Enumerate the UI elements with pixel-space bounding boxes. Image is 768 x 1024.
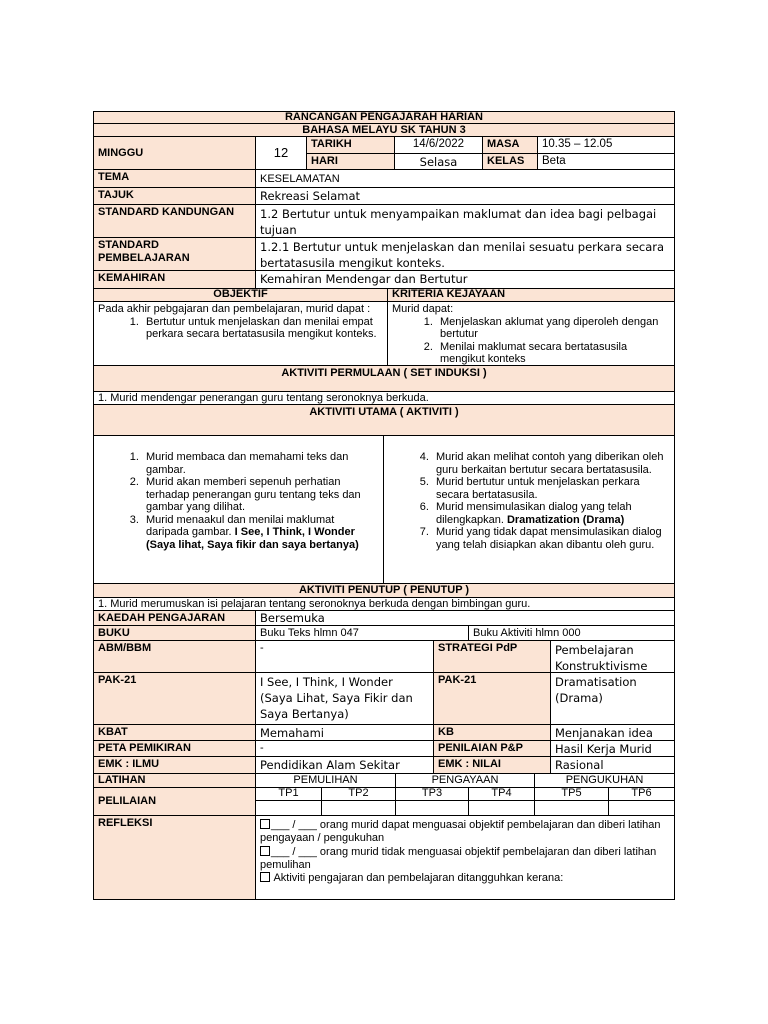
emk-nilai-value: Rasional — [550, 756, 675, 774]
refleksi-content — [255, 815, 675, 900]
utama-item: 6. Murid mensimulasikan dialog yang telah dilengkapkan. Dramatization (Drama) — [432, 501, 670, 526]
masa-label: MASA — [482, 136, 538, 154]
latihan-label: LATIHAN — [93, 773, 256, 788]
kemahiran-value: Kemahiran Mendengar dan Bertutur — [255, 270, 675, 289]
objektif-content — [93, 301, 388, 366]
minggu-label: MINGGU — [93, 136, 256, 170]
penutup-heading: AKTIVITI PENUTUP ( PENUTUP ) — [93, 583, 675, 598]
checkbox-icon[interactable] — [260, 872, 270, 882]
minggu-value: 12 — [255, 136, 307, 170]
penilaian-value: Hasil Kerja Murid — [550, 740, 675, 757]
utama-left — [93, 435, 384, 584]
emk-ilmu-label: EMK : ILMU — [93, 756, 256, 774]
utama-item: 1. Murid membaca dan memahami teks dan gambar. — [142, 451, 379, 476]
pelilaian-label: PELILAIAN — [93, 787, 256, 816]
tp-header: TP4 — [468, 787, 535, 801]
pak21-value: I See, I Think, I Wonder (Saya Lihat, Saya Fikir dan Saya Bertanya) — [255, 672, 434, 725]
buku-aktiviti: Buku Aktiviti hlmn 000 — [468, 625, 675, 641]
tp-cell[interactable] — [321, 800, 396, 816]
utama-item: 2. Murid akan memberi sepenuh perhatian terhadap penerangan guru tentang teks dan gambar yang dilihat. — [142, 476, 379, 514]
buku-label: BUKU — [93, 625, 256, 641]
tp-header: TP1 — [255, 787, 322, 801]
kaedah-label: KAEDAH PENGAJARAN — [93, 610, 256, 626]
tema-value: KESELAMATAN — [255, 169, 675, 188]
kbat-value: Memahami — [255, 724, 434, 741]
latihan-pengayaan: PENGAYAAN — [395, 773, 535, 788]
utama-right — [383, 435, 675, 584]
refleksi-line: ___ / ___ orang murid dapat menguasai objektif pembelajaran dan diberi latihan pengayaan / pengukuhan — [260, 819, 661, 844]
tp-cell[interactable] — [255, 800, 322, 816]
utama-item: 5. Murid bertutur untuk menjelaskan perkara secara bertatasusila. — [432, 476, 670, 501]
latihan-pengukuhan: PENGUKUHAN — [534, 773, 675, 788]
hari-value: Selasa — [394, 153, 483, 170]
pak21-value-2: Dramatisation (Drama) — [550, 672, 675, 725]
peta-value: - — [255, 740, 434, 757]
plan-subtitle: BAHASA MELAYU SK TAHUN 3 — [93, 123, 675, 137]
refleksi-label: REFLEKSI — [93, 815, 256, 900]
abm-label: ABM/BBM — [93, 640, 256, 673]
pak21-label-2: PAK-21 — [433, 672, 551, 725]
tarikh-label: TARIKH — [306, 136, 395, 154]
tarikh-value: 14/6/2022 — [394, 136, 483, 154]
checkbox-icon[interactable] — [260, 819, 270, 829]
standard-kandungan-label: STANDARD KANDUNGAN — [93, 204, 256, 238]
kriteria-content — [387, 301, 675, 366]
kriteria-heading: KRITERIA KEJAYAAN — [387, 288, 675, 302]
buku-teks: Buku Teks hlmn 047 — [255, 625, 469, 641]
kbat-label: KBAT — [93, 724, 256, 741]
kaedah-value: Bersemuka — [255, 610, 675, 626]
kemahiran-label: KEMAHIRAN — [93, 270, 256, 289]
refleksi-line: ___ / ___ orang murid tidak menguasai objektif pembelajaran dan diberi latihan pemulihan — [260, 846, 657, 871]
hari-label: HARI — [306, 153, 395, 170]
standard-kandungan-value: 1.2 Bertutur untuk menyampaikan maklumat dan idea bagi pelbagai tujuan — [255, 204, 675, 238]
objektif-heading: OBJEKTIF — [93, 288, 388, 302]
utama-heading: AKTIVITI UTAMA ( AKTIVITI ) — [93, 404, 675, 436]
kelas-label: KELAS — [482, 153, 538, 170]
latihan-pemulihan: PEMULIHAN — [255, 773, 396, 788]
emk-ilmu-value: Pendidikan Alam Sekitar — [255, 756, 434, 774]
kriteria-item: 1. Menjelaskan aklumat yang diperoleh dengan bertutur — [436, 316, 670, 341]
strategi-label: STRATEGI PdP — [433, 640, 551, 673]
refleksi-line: Aktiviti pengajaran dan pembelajaran ditangguhkan kerana: — [260, 872, 670, 885]
tp-header: TP6 — [608, 787, 675, 801]
kriteria-item: 2. Menilai maklumat secara bertatasusila mengikut konteks — [436, 341, 670, 366]
masa-value: 10.35 – 12.05 — [537, 136, 675, 154]
permulaan-heading: AKTIVITI PERMULAAN ( SET INDUKSI ) — [93, 365, 675, 392]
tp-header: TP2 — [321, 787, 396, 801]
objektif-intro: Pada akhir pebgajaran dan pembelajaran, murid dapat : — [98, 303, 371, 315]
tema-label: TEMA — [93, 169, 256, 188]
kelas-value: Beta — [537, 153, 675, 170]
kriteria-intro: Murid dapat: — [392, 303, 454, 315]
kb-label: KB — [433, 724, 551, 741]
tajuk-label: TAJUK — [93, 187, 256, 205]
lesson-plan-table — [93, 111, 675, 900]
tp-cell[interactable] — [395, 800, 469, 816]
utama-item: 3. Murid menaakul dan menilai maklumat daripada gambar. I See, I Think, I Wonder (Saya lihat, Saya fikir dan saya bertanya) — [142, 514, 379, 552]
emk-nilai-label: EMK : NILAI — [433, 756, 551, 774]
permulaan-text: 1. Murid mendengar penerangan guru tentang seronoknya berkuda. — [93, 391, 675, 405]
standard-pembelajaran-label: STANDARD PEMBELAJARAN — [93, 237, 256, 271]
tp-header: TP3 — [395, 787, 469, 801]
checkbox-icon[interactable] — [260, 846, 270, 856]
abm-value: - — [255, 640, 434, 673]
tp-cell[interactable] — [468, 800, 535, 816]
tp-cell[interactable] — [534, 800, 609, 816]
peta-label: PETA PEMIKIRAN — [93, 740, 256, 757]
plan-title: RANCANGAN PENGAJARAH HARIAN — [93, 111, 675, 124]
utama-item: 7. Murid yang tidak dapat mensimulasikan dialog yang telah disiapkan akan dibantu oleh guru. — [432, 526, 670, 551]
penilaian-label: PENILAIAN P&P — [433, 740, 551, 757]
kb-value: Menjanakan idea — [550, 724, 675, 741]
standard-pembelajaran-value: 1.2.1 Bertutur untuk menjelaskan dan menilai sesuatu perkara secara bertatasusila mengikut konteks. — [255, 237, 675, 271]
tp-header: TP5 — [534, 787, 609, 801]
strategi-value: Pembelajaran Konstruktivisme — [550, 640, 675, 673]
tajuk-value: Rekreasi Selamat — [255, 187, 675, 205]
penutup-text: 1. Murid merumuskan isi pelajaran tentang seronoknya berkuda dengan bimbingan guru. — [93, 597, 675, 611]
pak21-label: PAK-21 — [93, 672, 256, 725]
objektif-item: 1. Bertutur untuk menjelaskan dan menilai empat perkara secara bertatasusila mengikut konteks. — [142, 316, 383, 341]
utama-item: 4. Murid akan melihat contoh yang diberikan oleh guru berkaitan bertutur secara bertatasusila. — [432, 451, 670, 476]
tp-cell[interactable] — [608, 800, 675, 816]
